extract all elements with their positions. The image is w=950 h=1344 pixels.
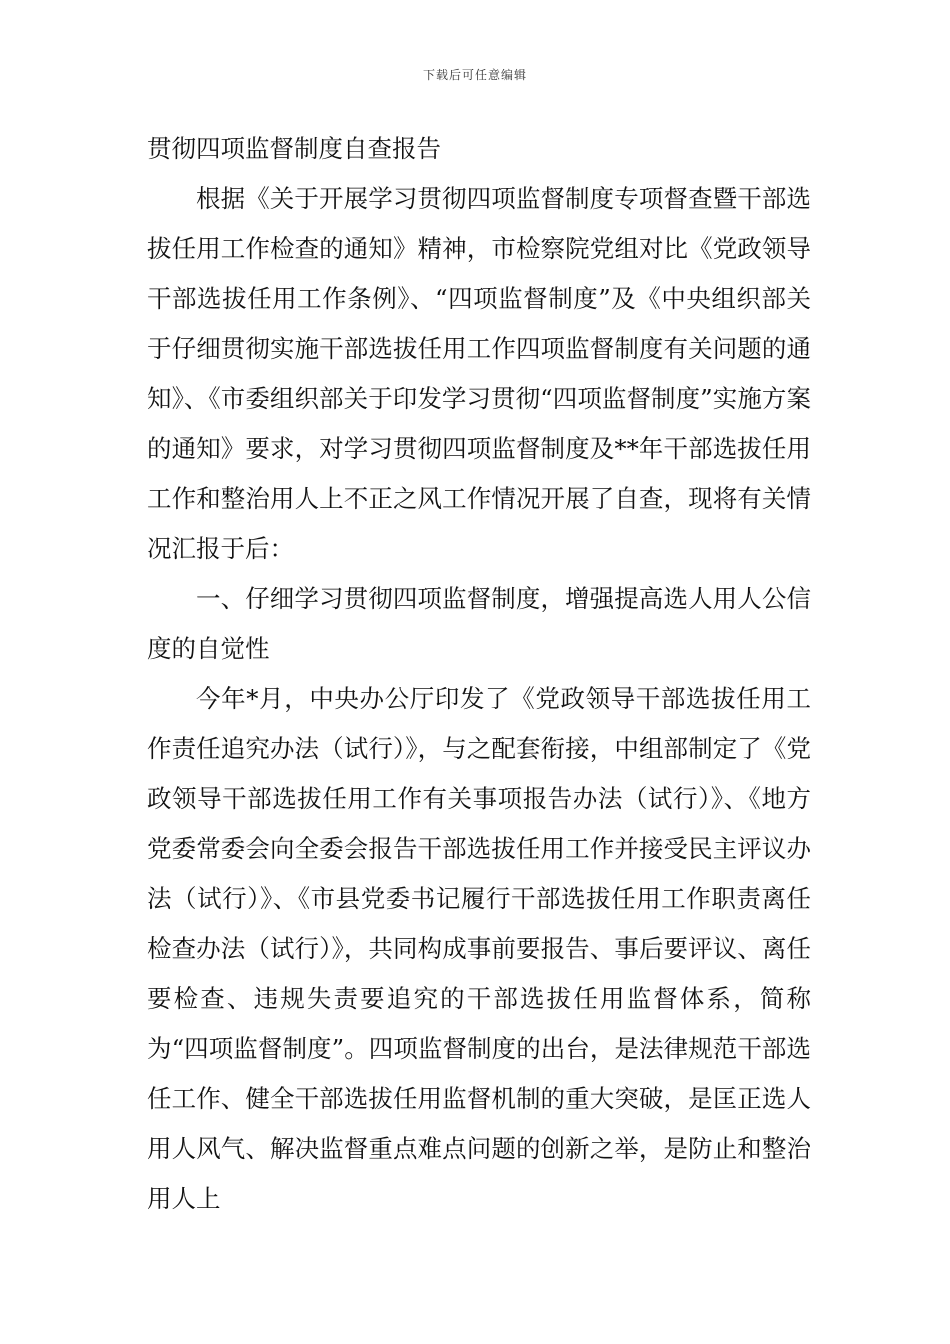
paragraph-body: 今年*月，中央办公厅印发了《党政领导干部选拔任用工作责任追究办法（试行）》，与之配套衔接，中组部制定了《党政领导干部选拔任用工作有关事项报告办法（试行）》、《地方党委常委会向全委会报告干部选拔任用工作并接受民主评议办法（试行）》、《市县党委书记履行干部选拔任用工作职责离任检查办法（试行）》，共同构成事前要报告、事后要评议、离任要检查、违规失责要追究的干部选拔任用监督体系，简称为“四项监督制度”。四项监督制度的出台，是法律规范干部选任工作、健全干部选拔任用监督机制的重大突破，是匡正选人用人风气、解决监督重点难点问题的创新之举，是防止和整治用人上: [147, 684, 811, 1213]
document-body: [147, 124, 811, 1224]
document-title: 贯彻四项监督制度自查报告: [147, 134, 441, 163]
page-header-note: 下载后可任意编辑: [422, 68, 527, 82]
paragraph-intro: 根据《关于开展学习贯彻四项监督制度专项督查暨干部选拔任用工作检查的通知》精神，市检察院党组对比《党政领导干部选拔任用工作条例》、“四项监督制度”及《中央组织部关于仔细贯彻实施干部选拔任用工作四项监督制度有关问题的通知》、《市委组织部关于印发学习贯彻“四项监督制度”实施方案的通知》要求，对学习贯彻四项监督制度及**年干部选拔任用工作和整治用人上不正之风工作情况开展了自查，现将有关情况汇报于后：: [147, 184, 811, 563]
paragraph-section-heading: 一、仔细学习贯彻四项监督制度，增强提高选人用人公信度的自觉性: [147, 584, 811, 663]
